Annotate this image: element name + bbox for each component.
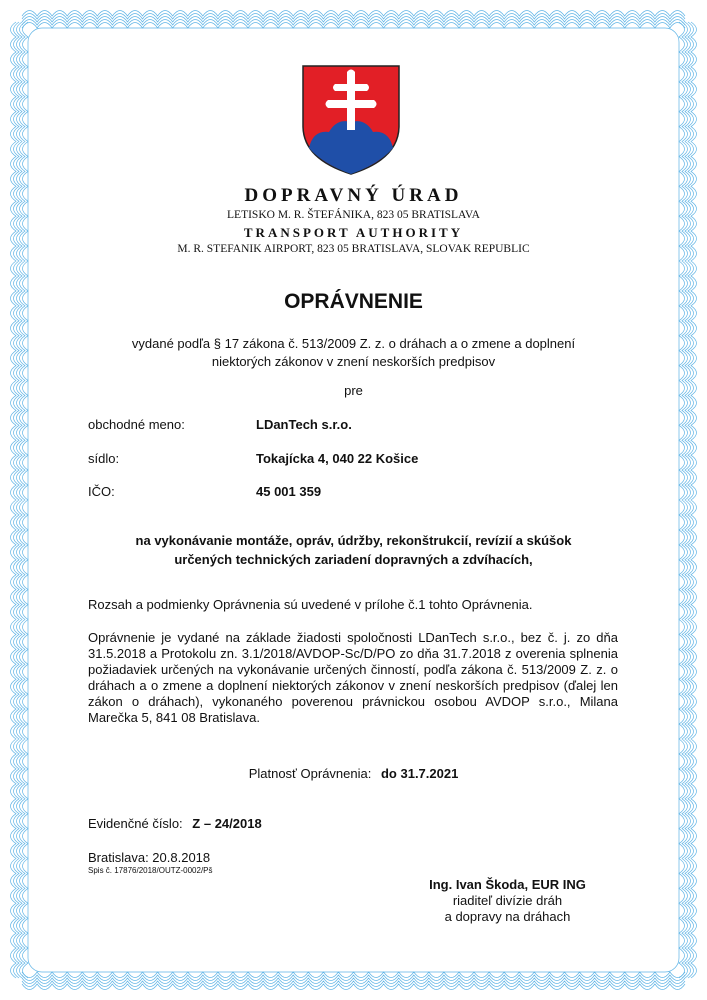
document-intro: [0, 335, 707, 371]
authority-address-en: M. R. STEFANIK AIRPORT, 823 05 BRATISLAVA, SLOVAK REPUBLIC: [177, 243, 530, 255]
border-wave: [22, 984, 685, 990]
signatory-block: [420, 877, 595, 925]
intro-line-1: vydané podľa § 17 zákona č. 513/2009 Z. z. o dráhach a o zmene a doplnení: [131, 336, 576, 351]
validity-label: Platnosť Oprávnenia:: [248, 766, 372, 781]
purpose-line-2: určených technických zariadení dopravných a zdvíhacích,: [174, 552, 533, 567]
signatory-name: Ing. Ivan Škoda, EUR ING: [429, 877, 586, 892]
file-number: Spis č. 17876/2018/OUTZ-0002/Pš: [88, 866, 213, 875]
border-wave: [11, 22, 17, 978]
authority-name-sk: DOPRAVNÝ ÚRAD: [244, 185, 463, 206]
evidence-value: Z – 24/2018: [192, 816, 262, 831]
company-seat-label: sídlo:: [88, 451, 120, 466]
authority-name-en: TRANSPORT AUTHORITY: [243, 225, 464, 240]
company-ico-label: IČO:: [88, 484, 115, 499]
border-wave: [691, 22, 697, 978]
evidence-number: [88, 816, 262, 831]
intro-line-2: niektorých zákonov v znení neskorších predpisov: [211, 354, 496, 369]
signatory-role-line-2: a dopravy na dráhach: [444, 909, 571, 924]
evidence-label: Evidenčné číslo:: [88, 816, 183, 831]
signatory-role-line-1: riaditeľ divízie dráh: [452, 893, 563, 908]
validity-value: do 31.7.2021: [380, 766, 459, 781]
company-seat-value: Tokajícka 4, 040 22 Košice: [256, 451, 419, 466]
document-title: OPRÁVNENIE: [284, 290, 423, 313]
company-name-value: LDanTech s.r.o.: [256, 417, 352, 432]
company-name-label: obchodné meno:: [88, 417, 185, 432]
for-label: pre: [344, 383, 363, 398]
scope-text: Rozsah a podmienky Oprávnenia sú uvedené v prílohe č.1 tohto Oprávnenia.: [88, 597, 533, 612]
slovak-coat-of-arms-icon: [301, 64, 401, 176]
purpose-line-1: na vykonávanie montáže, opráv, údržby, rekonštrukcií, revízií a skúšok: [135, 533, 572, 548]
authority-address-sk: LETISKO M. R. ŠTEFÁNIKA, 823 05 BRATISLAVA: [227, 209, 480, 221]
validity: [0, 766, 707, 781]
basis-text: Oprávnenie je vydané na základe žiadosti spoločnosti LDanTech s.r.o., bez č. j. zo dňa 31.5.2018 a Protokolu zn. 3.1/2018/AVDOP-Sc/D/PO zo dňa 31.7.2018 z overenia splnenia požiadaviek určených na vykonávanie určených činností, podľa zákona č. 513/2009 Z. z. o dráhach a o zmene a doplnení niektorých zákonov v znení neskorších predpisov (ďalej len zákon o dráhach), vykonaného poverenou právnickou osobou AVDOP s.r.o., Milana Marečka 5, 841 08 Bratislava.: [88, 630, 618, 725]
company-ico-value: 45 001 359: [256, 484, 322, 499]
purpose-statement: [0, 531, 707, 569]
border-wave: [22, 11, 685, 17]
issued-place-date: Bratislava: 20.8.2018: [88, 850, 211, 865]
